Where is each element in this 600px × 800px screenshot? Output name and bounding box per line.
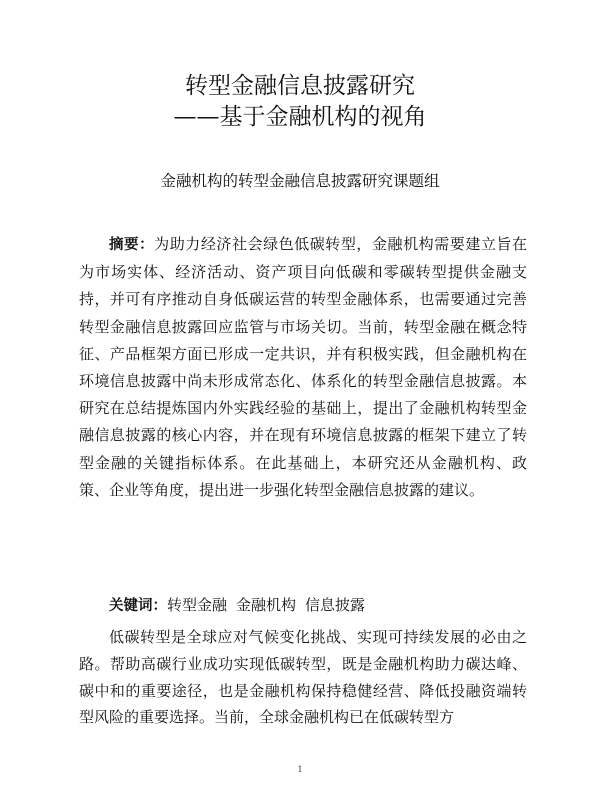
keyword-item: 金融机构 [236,596,297,614]
body-paragraph: 低碳转型是全球应对气候变化挑战、实现可持续发展的必由之路。帮助高碳行业成功实现低碳转型，既是金融机构助力碳达峰、碳中和的重要途径，也是金融机构保持稳健经营、降低投融资端转型风险的重要选择。当前，全球金融机构已在低碳转型方 [79,628,527,727]
keyword-item: 转型金融 [167,596,228,614]
abstract-paragraph [79,231,527,504]
abstract-text: 为助力经济社会绿色低碳转型，金融机构需要建立旨在为市场实体、经济活动、资产项目向低碳和零碳转型提供金融支持，并可有序推动自身低碳运营的转型金融体系，也需要通过完善转型金融信息披露回应监管与市场关切。当前，转型金融在概念特征、产品框架方面已形成一定共识，并有积极实践，但金融机构在环境信息披露中尚未形成常态化、体系化的转型金融信息披露。本研究在总结提炼国内外实践经验的基础上，提出了金融机构转型金融信息披露的核心内容，并在现有环境信息披露的框架下建立了转型金融的关键指标体系。在此基础上，本研究还从金融机构、政策、企业等角度，提出进一步强化转型金融信息披露的建议。 [79,235,527,499]
abstract-label: 摘要： [109,237,155,253]
page-number: 1 [297,765,303,774]
author-group: 金融机构的转型金融信息披露研究课题组 [160,172,440,190]
title-line-2: ——基于金融机构的视角 [173,104,427,130]
keywords-label: 关键词： [109,598,167,614]
keyword-item: 信息披露 [305,596,366,614]
title-line-1: 转型金融信息披露研究 [185,73,415,99]
keywords-line [109,593,529,618]
